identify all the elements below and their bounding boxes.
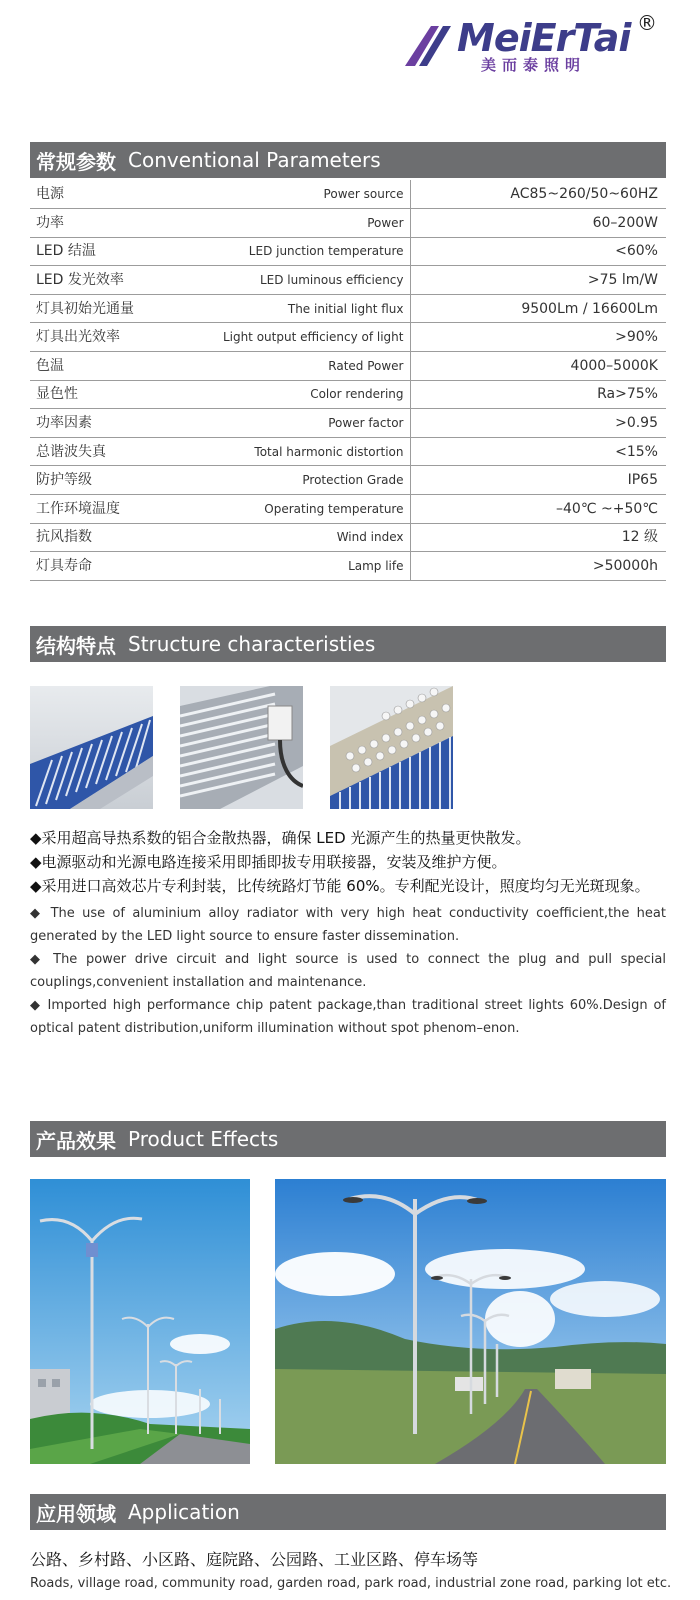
- feature-cn-2: ◆电源驱动和光源电路连接采用即插即拔专用联接器，安装及维护方便。: [30, 853, 507, 871]
- parameter-value: 4000–5000K: [410, 352, 666, 381]
- section-title-en: Structure characteristies: [128, 632, 376, 656]
- brand-logo: [405, 12, 675, 74]
- parameter-name-en: Operating temperature: [190, 495, 410, 524]
- parameter-name-cn: 功率: [30, 209, 190, 238]
- parameter-row: [30, 466, 666, 495]
- parameter-row: [30, 437, 666, 466]
- parameter-name-cn: 防护等级: [30, 466, 190, 495]
- section-title-cn: 产品效果: [36, 1128, 116, 1153]
- parameter-name-en: Color rendering: [190, 380, 410, 409]
- structure-image-led-module: [330, 686, 453, 809]
- parameter-name-en: LED luminous efficiency: [190, 266, 410, 295]
- feature-en-3: ◆ Imported high performance chip patent package,than traditional street lights 60%.Design of optical patent distribution,uniform illumination without spot phenom–enon.: [30, 998, 666, 1036]
- parameter-value: >50000h: [410, 552, 666, 581]
- parameter-name-en: LED junction temperature: [190, 237, 410, 266]
- parameter-name-cn: 灯具初始光通量: [30, 294, 190, 323]
- structure-features: [30, 826, 666, 1040]
- feature-en-2: ◆ The power drive circuit and light source is used to connect the plug and pull special couplings,convenient installation and maintenance.: [30, 952, 666, 990]
- parameter-value: 60–200W: [410, 209, 666, 238]
- parameter-row: [30, 352, 666, 381]
- section-header-effects: [30, 1121, 666, 1157]
- parameter-row: [30, 552, 666, 581]
- parameter-value: –40℃ ~+50℃: [410, 495, 666, 524]
- parameter-value: <60%: [410, 237, 666, 266]
- parameter-value: 9500Lm / 16600Lm: [410, 294, 666, 323]
- registered-mark: ®: [637, 11, 657, 35]
- parameter-name-cn: 工作环境温度: [30, 495, 190, 524]
- section-title-cn: 应用领域: [36, 1501, 116, 1526]
- parameter-value: >75 lm/W: [410, 266, 666, 295]
- parameter-row: [30, 209, 666, 238]
- parameter-row: [30, 266, 666, 295]
- parameter-name-en: Rated Power: [190, 352, 410, 381]
- parameter-row: [30, 180, 666, 209]
- section-title-cn: 结构特点: [36, 633, 116, 658]
- structure-image-heatsink-side: [30, 686, 153, 809]
- product-photo-country-road: [275, 1179, 666, 1464]
- section-title-en: Product Effects: [128, 1127, 279, 1151]
- parameter-value: IP65: [410, 466, 666, 495]
- parameter-name-cn: 抗风指数: [30, 523, 190, 552]
- parameter-row: [30, 409, 666, 438]
- parameter-value: >0.95: [410, 409, 666, 438]
- parameter-value: <15%: [410, 437, 666, 466]
- section-title-en: Conventional Parameters: [128, 148, 381, 172]
- parameter-name-cn: 总谐波失真: [30, 437, 190, 466]
- parameter-name-cn: 功率因素: [30, 409, 190, 438]
- parameter-name-en: The initial light flux: [190, 294, 410, 323]
- parameter-value: AC85~260/50~60HZ: [410, 180, 666, 209]
- parameter-name-cn: LED 发光效率: [30, 266, 190, 295]
- parameter-name-en: Wind index: [190, 523, 410, 552]
- parameter-row: [30, 523, 666, 552]
- parameter-name-en: Lamp life: [190, 552, 410, 581]
- parameter-name-cn: 色温: [30, 352, 190, 381]
- product-photo-street-left: [30, 1179, 250, 1464]
- feature-cn-3: ◆采用进口高效芯片专利封装，比传统路灯节能 60%。专利配光设计，照度均匀无光斑现象。: [30, 877, 650, 895]
- structure-image-connector: [180, 686, 303, 809]
- section-title-cn: 常规参数: [36, 149, 116, 174]
- parameter-name-cn: 电源: [30, 180, 190, 209]
- parameter-row: [30, 495, 666, 524]
- parameters-table: [30, 180, 666, 581]
- parameter-name-cn: LED 结温: [30, 237, 190, 266]
- parameter-name-en: Protection Grade: [190, 466, 410, 495]
- parameter-row: [30, 294, 666, 323]
- parameter-name-en: Power: [190, 209, 410, 238]
- parameter-name-cn: 灯具出光效率: [30, 323, 190, 352]
- parameter-value: Ra>75%: [410, 380, 666, 409]
- application-text-cn: 公路、乡村路、小区路、庭院路、公园路、工业区路、停车场等: [30, 1550, 479, 1569]
- application-text-en: Roads, village road, community road, garden road, park road, industrial zone road, parking lot etc.: [30, 1576, 672, 1591]
- parameter-row: [30, 380, 666, 409]
- section-header-structure: [30, 626, 666, 662]
- parameter-value: 12 级: [410, 523, 666, 552]
- section-title-en: Application: [128, 1500, 240, 1524]
- logo-text: MeiErTai: [457, 16, 631, 60]
- parameter-value: >90%: [410, 323, 666, 352]
- feature-en-1: ◆ The use of aluminium alloy radiator with very high heat conductivity coefficient,the heat generated by the LED light source to ensure faster dissemination.: [30, 906, 666, 944]
- parameter-name-en: Light output efficiency of light: [190, 323, 410, 352]
- parameter-name-en: Power source: [190, 180, 410, 209]
- logo-chinese-name: 美而泰照明: [481, 56, 587, 74]
- feature-cn-1: ◆采用超高导热系数的铝合金散热器，确保 LED 光源产生的热量更快散发。: [30, 829, 531, 847]
- parameter-name-cn: 显色性: [30, 380, 190, 409]
- parameter-name-en: Power factor: [190, 409, 410, 438]
- parameter-row: [30, 323, 666, 352]
- parameter-name-cn: 灯具寿命: [30, 552, 190, 581]
- section-header-application: [30, 1494, 666, 1530]
- section-header-parameters: [30, 142, 666, 178]
- parameter-name-en: Total harmonic distortion: [190, 437, 410, 466]
- parameter-row: [30, 237, 666, 266]
